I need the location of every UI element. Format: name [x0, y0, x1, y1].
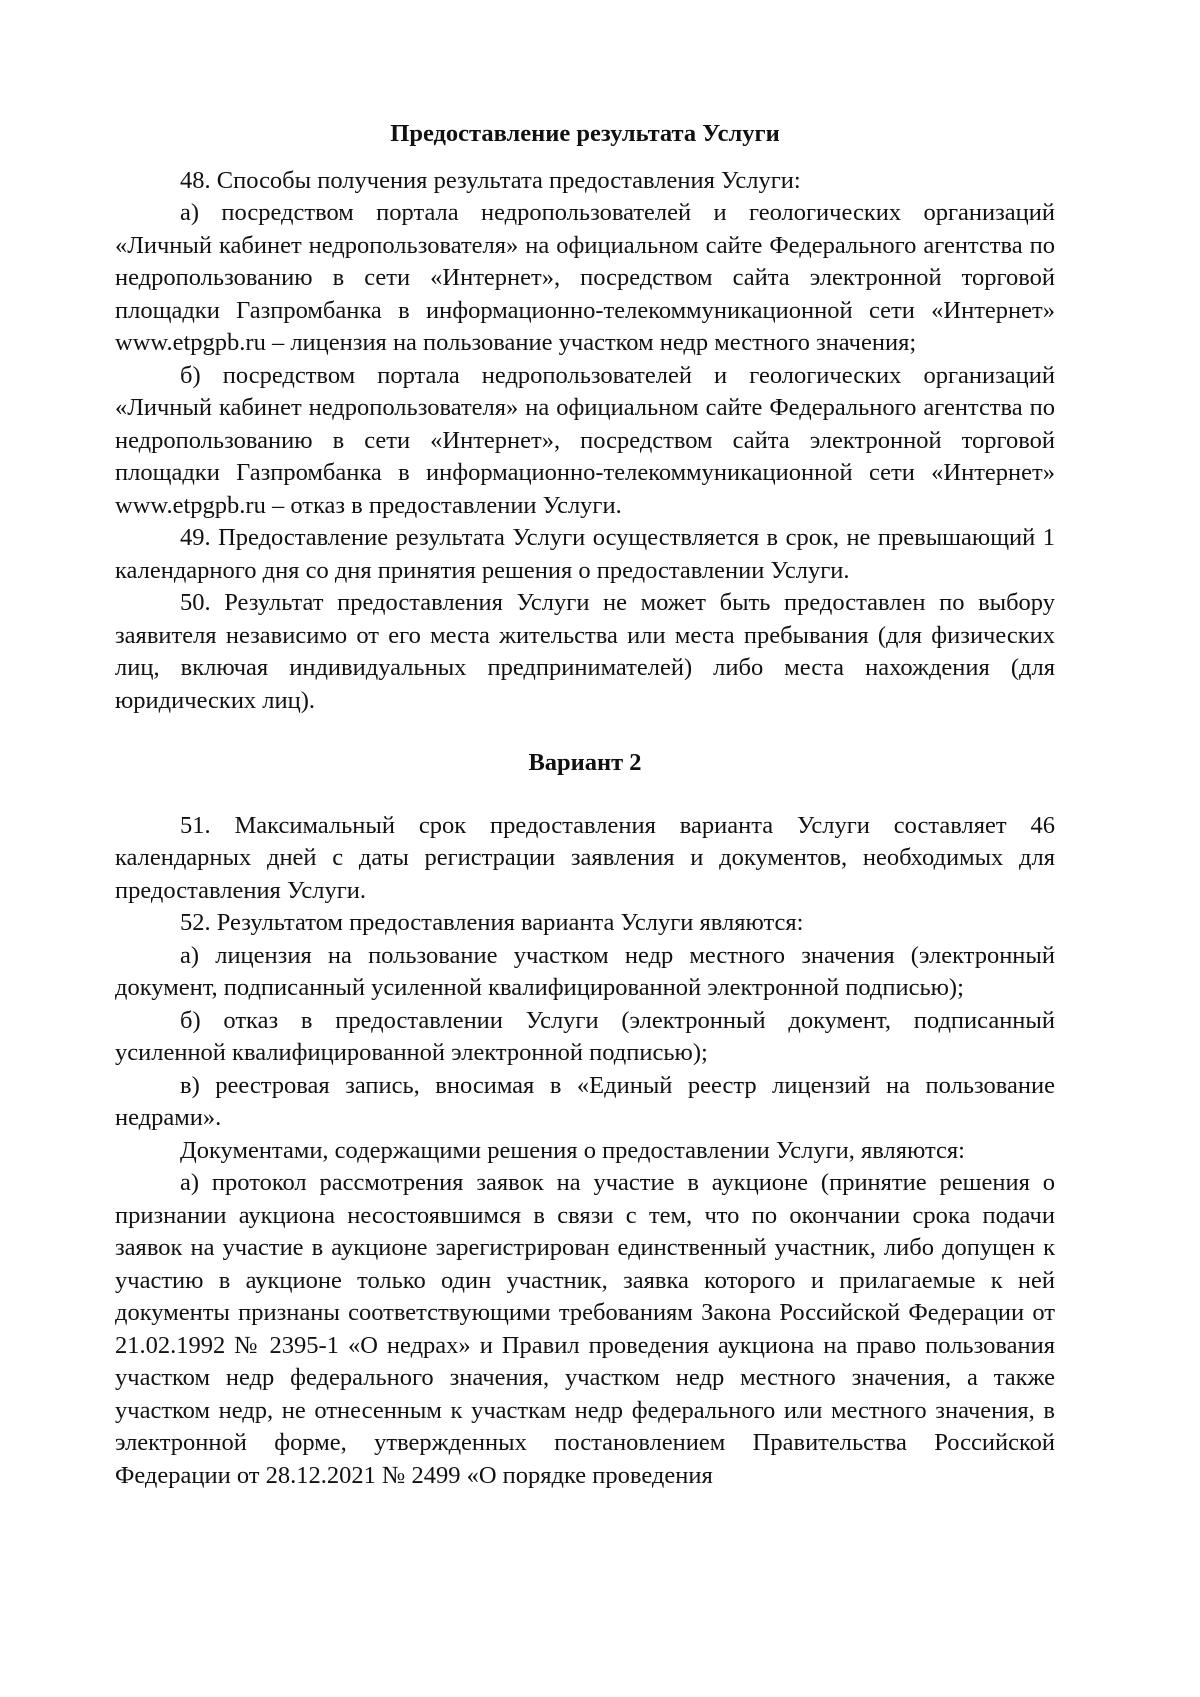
- paragraph-52b: б) отказ в предоставлении Услуги (электронный документ, подписанный усиленной квалифицированной электронной подписью);: [115, 1006, 1055, 1066]
- section-heading-variant-2: Вариант 2: [528, 749, 642, 776]
- paragraph-49: 49. Предоставление результата Услуги осуществляется в срок, не превышающий 1 календарного дня со дня принятия решения о предоставлении Услуги.: [115, 524, 1055, 584]
- paragraph-48a: а) посредством портала недропользователей и геологических организаций «Личный кабинет недропользователя» на официальном сайте Федерального агентства по недропользованию в сети «Интернет», посредством сайта электронной торговой площадки Газпромбанка в информационно-телекоммуникационной сети «Интернет» www.etpgpb.ru – лицензия на пользование участком недр местного значения;: [115, 199, 1055, 356]
- paragraph-decision-documents: Документами, содержащими решения о предоставлении Услуги, являются:: [180, 1136, 965, 1164]
- paragraph-51: 51. Максимальный срок предоставления варианта Услуги составляет 46 календарных дней с даты регистрации заявления и документов, необходимых для предоставления Услуги.: [115, 811, 1055, 904]
- paragraph-52: 52. Результатом предоставления варианта Услуги являются:: [180, 909, 804, 936]
- paragraph-48: 48. Способы получения результата предоставления Услуги:: [180, 166, 801, 194]
- paragraph-52a: а) лицензия на пользование участком недр местного значения (электронный документ, подписанный усиленной квалифицированной электронной подписью);: [115, 941, 1055, 1001]
- section-heading-result: Предоставление результата Услуги: [390, 120, 780, 147]
- paragraph-48b: б) посредством портала недропользователей и геологических организаций «Личный кабинет недропользователя» на официальном сайте Федерального агентства по недропользованию в сети «Интернет», посредством сайта электронной торговой площадки Газпромбанка в информационно-телекоммуникационной сети «Интернет» www.etpgpb.ru – отказ в предоставлении Услуги.: [115, 361, 1055, 519]
- paragraph-decision-documents-a: а) протокол рассмотрения заявок на участие в аукционе (принятие решения о признании аукциона несостоявшимся в связи с тем, что по окончании срока подачи заявок на участие в аукционе зарегистрирован единственный участник, либо допущен к участию в аукционе только один участник, заявка которого и прилагаемые к ней документы признаны соответствующими требованиям Закона Российской Федерации от 21.02.1992 № 2395-1 «О недрах» и Правил проведения аукциона на право пользования участком недр федерального значения, участком недр местного значения, а также участком недр, не отнесенным к участкам недр федерального или местного значения, в электронной форме, утвержденных постановлением Правительства Российской Федерации от 28.12.2021 № 2499 «О порядке проведения: [115, 1169, 1055, 1489]
- paragraph-50: 50. Результат предоставления Услуги не может быть предоставлен по выбору заявителя независимо от его места жительства или места пребывания (для физических лиц, включая индивидуальных предпринимателей) либо места нахождения (для юридических лиц).: [115, 589, 1055, 714]
- paragraph-52v: в) реестровая запись, вносимая в «Единый реестр лицензий на пользование недрами».: [115, 1071, 1055, 1131]
- document-body: [115, 118, 1055, 1492]
